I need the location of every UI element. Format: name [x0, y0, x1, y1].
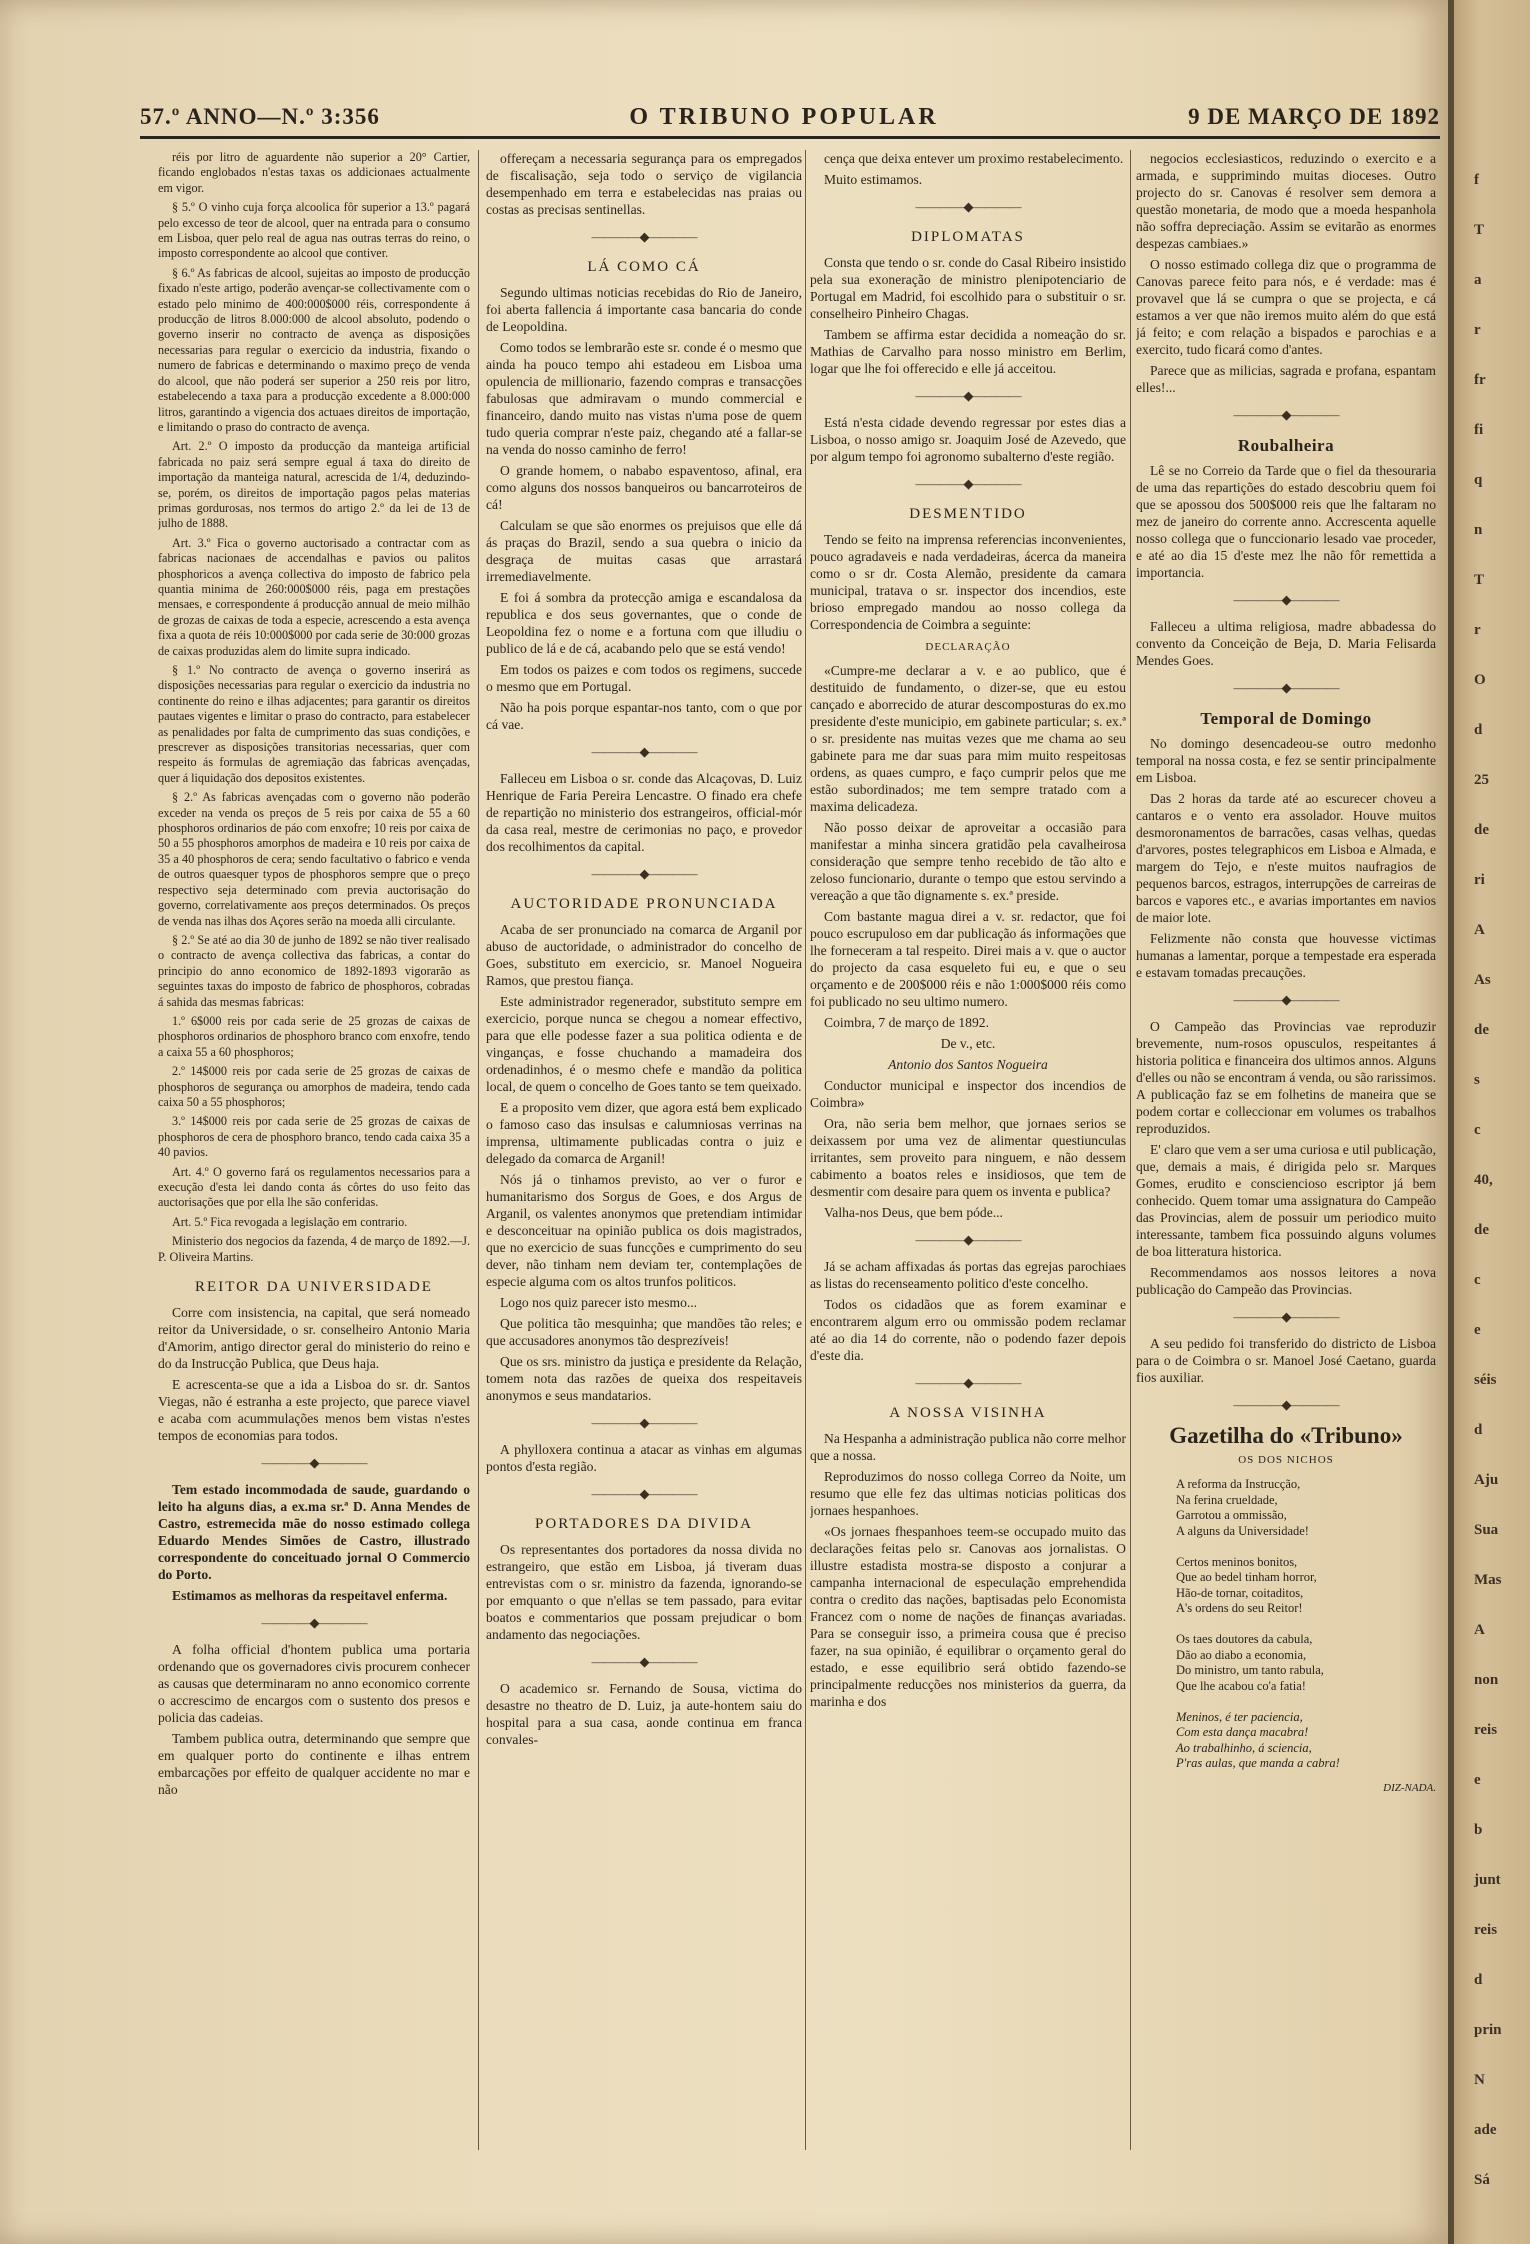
- edge-text-fragment: de: [1474, 1022, 1489, 1038]
- separator: [1136, 991, 1436, 1008]
- column-2: [486, 150, 802, 2210]
- separator: [158, 1614, 470, 1631]
- paragraph: § 6.º As fabricas de alcool, sujeitas ao imposto de producção fixado n'este artigo, poderão avençar-se collectivamente com o estado pelo minimo de 400:000$000 réis, correspondente á producção de litros 8.000:000 de alcool absoluto, podendo o governo inserir no contracto de avença as disposições necessarias para regular o exercicio da industria, fixando o numero de fabricas e determinando o maximo preço de venda do alcool, que não poderá ser superior a 250 reis por litro, estabelecendo a taxa para a producção excedente a 8.000:000 litros, garantindo a vigencia dos actuaes direitos de importação, e limitando o praso do contracto de avença.: [158, 265, 470, 434]
- article-heading: REITOR DA UNIVERSIDADE: [195, 1279, 433, 1296]
- edge-text-fragment: s: [1474, 1072, 1480, 1088]
- poem-line: Meninos, é ter paciencia,: [1176, 1709, 1303, 1724]
- paragraph: Que politica tão mesquinha; que mandões tão reles; e que accusadores anonymos tão desprezíveis!: [486, 1316, 802, 1348]
- edge-text-fragment: As: [1474, 972, 1491, 988]
- edge-text-fragment: 25: [1474, 772, 1489, 788]
- poem-line: P'ras aulas, que manda a cabra!: [1176, 1756, 1340, 1770]
- edge-text-fragment: f: [1474, 172, 1479, 188]
- separator: [810, 1374, 1126, 1391]
- edge-text-fragment: de: [1474, 1222, 1489, 1238]
- poem-line: Dão ao diabo a economia,: [1176, 1647, 1307, 1662]
- paragraph: Falleceu a ultima religiosa, madre abbadessa do convento da Conceição de Beja, D. Maria Felisarda Mendes Goes.: [1136, 619, 1436, 668]
- paragraph: Tambem publica outra, determinando que sempre que em qualquer porto do continente e ilhas entrem embarcações por effeito de qualquer accidente no mar e não: [158, 1731, 470, 1798]
- paragraph: Consta que tendo o sr. conde do Casal Ribeiro insistido pela sua exoneração de ministro plenipotenciario de Portugal em Madrid, foi escolhido para o substituir o sr. conselheiro Pinheiro Chagas.: [810, 255, 1126, 321]
- article-heading: Roubalheira: [1237, 436, 1335, 455]
- poem-line: [1176, 1694, 1436, 1710]
- edge-text-fragment: T: [1474, 222, 1485, 238]
- paragraph: Conductor municipal e inspector dos incendios de Coimbra»: [810, 1078, 1126, 1110]
- separator: [486, 743, 802, 760]
- edge-text-fragment: 40,: [1474, 1172, 1493, 1188]
- paragraph: Lê se no Correio da Tarde que o fiel da thesouraria de uma das repartições do estado descobriu quem foi que se apossou dos 500$000 reis que lhe faltaram no mez de janeiro do corrente anno. Accrescenta aquelle nosso collega que o funccionario lesado vae proceder, e até ao dia 15 d'este mez lhe não fôr remettida a importancia.: [1136, 463, 1436, 580]
- separator: [1136, 679, 1436, 696]
- column-rule: [478, 150, 479, 2150]
- separator: [1136, 591, 1436, 608]
- edge-text-fragment: b: [1474, 1822, 1483, 1838]
- separator: [810, 1231, 1126, 1248]
- edge-text-fragment: A: [1474, 1622, 1485, 1638]
- poem-line: [1176, 1617, 1436, 1633]
- binding-spine: [1448, 0, 1454, 2244]
- poem: [1136, 1477, 1436, 1772]
- paragraph: O academico sr. Fernando de Sousa, victima do desastre no theatro de D. Luiz, ja aute-hontem saiu do hospital para a sua casa, aonde continua em franca convales-: [486, 1681, 802, 1747]
- column-3: [810, 150, 1126, 2210]
- signature: DIZ-NADA.: [1383, 1781, 1436, 1794]
- paragraph: Segundo ultimas noticias recebidas do Rio de Janeiro, foi aberta fallencia á importante casa bancaria do conde de Leopoldina.: [486, 285, 802, 334]
- poem-line: Garrotou a ommissão,: [1176, 1508, 1287, 1522]
- edge-text-fragment: séis: [1474, 1372, 1497, 1388]
- paragraph: E acrescenta-se que a ida a Lisboa do sr. dr. Santos Viegas, não é estranha a este projecto, que parece viavel e acaba com acummulações menos bem vistas n'estes tempos de economias para todos.: [158, 1377, 470, 1444]
- poem-line: Hão-de tornar, coitaditos,: [1176, 1585, 1304, 1600]
- separator: [810, 475, 1126, 492]
- separator: [158, 1454, 470, 1471]
- paragraph: «Os jornaes fhespanhoes teem-se occupado muito das declarações feitas pelo sr. Canovas aos jornalistas. O illustre estadista mostra-se disposto a conjurar a campanha internacional de especulação emprehendida contra o credito das nações, baptisadas pelo Economista Francez com o nome de nações de finanças avariadas. Para se conseguir isso, a primeira cousa que é preciso fazer, na sua opinião, é equilibrar o orçamento geral do estado, e esse equilibrio será obtido fazendo-se principalmente reducções nos ministerios da guerra, da marinha e dos: [810, 1524, 1126, 1709]
- paragraph: Não ha pois porque espantar-nos tanto, com o que por cá vae.: [486, 700, 802, 732]
- poem-line: Que lhe acabou co'a fatia!: [1176, 1678, 1306, 1693]
- edge-text-fragment: Aju: [1474, 1472, 1499, 1488]
- paragraph: «Cumpre-me declarar a v. e ao publico, que é destituido de fundamento, o dizer-se, que eu estou cançado e aborrecido de aturar descomposturas do ex.mo presidente d'este municipio, em gabinete particular; s. ex.ª o sr. presidente nas muitas vezes que me chama ao seu gabinete para me dar suas para mim muito respeitosas ordens, as quaes cumpro, e faço cumprir pelos que me estão subordinados; me tem sempre tratado com a maxima delicadeza.: [810, 663, 1126, 814]
- paragraph: Muito estimamos.: [824, 172, 923, 187]
- column-1: [158, 150, 470, 2210]
- paragraph: Art. 5.º Fica revogada a legislação em contrario.: [172, 1214, 408, 1229]
- paragraph: offereçam a necessaria segurança para os empregados de fiscalisação, seja todo o serviço de vigilancia desempenhado em terra e estabelecidas nas praias ou costas as precisas sentinellas.: [486, 151, 802, 217]
- edge-text-fragment: junt: [1474, 1872, 1501, 1888]
- article-heading: AUCTORIDADE PRONUNCIADA: [510, 896, 778, 912]
- paragraph: Recommendamos aos nossos leitores a nova publicação do Campeão das Provincias.: [1136, 1265, 1436, 1297]
- edge-text-fragment: d: [1474, 1972, 1483, 1988]
- paragraph: Falleceu em Lisboa o sr. conde das Alcaçovas, D. Luiz Henrique de Faria Pereira Lencastre. O finado era chefe de repartição no ministerio dos estrangeiros, official-mór da casa real, mestre de cerimonias no paço, e provedor dos recolhimentos da capital.: [486, 771, 802, 854]
- poem-line: A's ordens do seu Reitor!: [1176, 1601, 1303, 1615]
- paragraph: O nosso estimado collega diz que o programma de Canovas parece feito para nós, e é verdade: mas é provavel que lá se cumpra o que se projecta, e cá estamos a ver que não iremos muito além do que está já feito; e com relação a bispados e parochias e a exercito, tudo ficará como d'antes.: [1136, 257, 1436, 357]
- edge-text-fragment: fr: [1474, 372, 1486, 388]
- separator: [486, 1653, 802, 1670]
- paragraph: A phylloxera continua a atacar as vinhas em algumas pontos d'esta região.: [486, 1442, 802, 1474]
- poem-line: Os taes doutores da cabula,: [1176, 1632, 1313, 1646]
- article-heading: Temporal de Domingo: [1200, 709, 1372, 728]
- adjacent-page-edge: [1448, 0, 1530, 2244]
- edge-text-fragment: reis: [1474, 1722, 1498, 1738]
- issue-date: 9 DE MARÇO DE 1892: [1188, 104, 1440, 129]
- edge-text-fragment: e: [1474, 1322, 1481, 1338]
- paragraph: De v., etc.: [940, 1036, 996, 1051]
- issue-number: 57.º ANNO—N.º 3:356: [140, 104, 380, 129]
- poem-line: Com esta dança macabra!: [1176, 1725, 1309, 1739]
- paragraph: Não posso deixar de aproveitar a occasião para manifestar a minha sincera gratidão pela cavalheirosa consideração que sempre tenho recebido de tão alto e zeloso funcionario, durante o tempo que estou servindo a vereação a que tão dignamente s. ex.ª preside.: [810, 820, 1126, 903]
- separator: [486, 1414, 802, 1431]
- paragraph: Na Hespanha a administração publica não corre melhor que a nossa.: [810, 1431, 1126, 1463]
- separator: [1136, 406, 1436, 423]
- paragraph: Das 2 horas da tarde até ao escurecer choveu a cantaros e o vento era assolador. Houve muitos desmoronamentos de barracões, casas velhas, quedas d'arvores, postes telegraphicos em Lisboa e Almada, e margem do Tejo, e n'este muitos naufragios de pequenos barcos, estragos, interrupções de carreiras de barcos e vapores etc., e avarias importantes em navios de maior lote.: [1136, 791, 1436, 925]
- paragraph: negocios ecclesiasticos, reduzindo o exercito e a armada, e supprimindo muitas dioceses. Outro projecto do sr. Canovas é resolver sem demora a questão monetaria, de modo que a moeda hespanhola não soffra depreciação. Assim se evitarão as enormes despezas cambiaes.»: [1136, 151, 1436, 251]
- paragraph: Parece que as milicias, sagrada e profana, espantam elles!...: [1136, 363, 1436, 395]
- edge-text-fragment: n: [1474, 522, 1483, 538]
- article-heading: LÁ COMO CÁ: [587, 259, 701, 275]
- paragraph: cença que deixa entever um proximo restabelecimento.: [824, 151, 1124, 166]
- paragraph: O grande homem, o nababo espaventoso, afinal, era como alguns dos nossos banqueiros ou bancarroteiros de cá!: [486, 463, 802, 512]
- edge-text-fragment: d: [1474, 722, 1483, 738]
- edge-text-fragment: d: [1474, 1422, 1483, 1438]
- edge-text-fragment: e: [1474, 1772, 1481, 1788]
- column-4: [1136, 150, 1436, 2210]
- paragraph: Reproduzimos do nosso collega Correo da Noite, um resumo que elle fez das ultimas noticias politicas dos jornaes hespanhoes.: [810, 1469, 1126, 1518]
- paragraph: Estimamos as melhoras da respeitavel enferma.: [172, 1588, 448, 1604]
- subheading: OS DOS NICHOS: [1238, 1454, 1334, 1466]
- edge-text-fragment: de: [1474, 822, 1489, 838]
- poem-line: Certos meninos bonitos,: [1176, 1554, 1298, 1569]
- edge-text-fragment: r: [1474, 322, 1481, 338]
- paragraph: Ora, não seria bem melhor, que jornaes serios se deixassem por uma vez de alimentar questiunculas irritantes, sem proveito para ninguem, e não dessem cabimento a boatos reles e insidiosos, que tem de desmentir com desaire para quem os inventa e publica?: [810, 1116, 1126, 1199]
- paragraph: 3.º 14$000 reis por cada serie de 25 grozas de caixas de phosphoros de cera de phosphoro branco, tendo cada caixa 35 a 40 pavios.: [158, 1114, 470, 1160]
- article-heading: Gazetilha do «Tribuno»: [1169, 1423, 1403, 1448]
- separator: [486, 228, 802, 245]
- article-heading: DESMENTIDO: [909, 506, 1027, 522]
- subheading: DECLARAÇÃO: [925, 641, 1011, 653]
- separator: [810, 198, 1126, 215]
- paragraph: Todos os cidadãos que as forem examinar e encontrarem algum erro ou ommissão podem reclamar até ao dia 14 do corrente, não o podendo fazer depois d'este dia.: [810, 1297, 1126, 1363]
- paragraph: Art. 4.º O governo fará os regulamentos necessarios para a execução d'esta lei dando conta ás côrtes do uso feito das auctorisações que por ella lhe são conferidas.: [158, 1164, 470, 1210]
- edge-text-fragment: c: [1474, 1272, 1481, 1288]
- paragraph: E a proposito vem dizer, que agora está bem explicado o famoso caso das insulsas e calumniosas verrinas na imprensa, ultimamente publicadas contra o juiz e delegado da comarca de Arganil!: [486, 1100, 802, 1166]
- paragraph: Logo nos quiz parecer isto mesmo...: [500, 1295, 698, 1310]
- paragraph: Art. 2.º O imposto da producção da manteiga artificial fabricada no paiz será sempre egual á taxa do direito de importação da manteiga natural, acrescida de 1/4, deduzindo-se, porém, os direitos de importação pagos pelas materias primas gordurosas, nos termos do artigo 2.º da lei de 13 de julho de 1888.: [158, 439, 470, 531]
- paragraph: Já se acham affixadas ás portas das egrejas parochiaes as listas do recenseamento politico d'este concelho.: [810, 1259, 1126, 1291]
- paragraph: A seu pedido foi transferido do districto de Lisboa para o de Coimbra o sr. Manoel José Caetano, guarda fios auxiliar.: [1136, 1336, 1436, 1385]
- paragraph: Os representantes dos portadores da nossa divida no estrangeiro, que estão em Lisboa, já tiveram duas entrevistas com o sr. ministro da fazenda, ignorando-se por emquanto o que n'ellas se tem passado, para evitar boatos e commentarios que possam prejudicar o bom andamento das negociações.: [486, 1542, 802, 1642]
- paragraph: Em todos os paizes e com todos os regimens, succede o mesmo que em Portugal.: [486, 662, 802, 694]
- paragraph: Ministerio dos negocios da fazenda, 4 de março de 1892.—J. P. Oliveira Martins.: [158, 1234, 470, 1264]
- article-heading: DIPLOMATAS: [911, 229, 1025, 245]
- separator: [486, 865, 802, 882]
- paragraph: Tambem se affirma estar decidida a nomeação do sr. Mathias de Carvalho para nosso ministro em Berlim, logar que lhe foi offerecido e elle já acceitou.: [810, 327, 1126, 376]
- poem-line: A reforma da Instrucção,: [1176, 1477, 1301, 1491]
- edge-text-fragment: ade: [1474, 2122, 1497, 2138]
- paragraph: Valha-nos Deus, que bem póde...: [824, 1205, 1003, 1220]
- paragraph: Com bastante magua direi a v. sr. redactor, que foi pouco escrupuloso em dar publicação ás informações que lhe forneceram a tal respeito. Direi mais a v. que o auctor do projecto da casa esqueleto fui eu, e que o seu orçamento e de 200$000 réis e não 1:000$000 réis como foi publicado no seu ultimo numero.: [810, 909, 1126, 1009]
- edge-text-fragment: non: [1474, 1672, 1499, 1688]
- edge-text-fragment: a: [1474, 272, 1482, 288]
- article-heading: A NOSSA VISINHA: [889, 1405, 1047, 1421]
- edge-text-fragment: Sua: [1474, 1522, 1499, 1538]
- column-rule: [1130, 150, 1131, 2150]
- paragraph: § 5.º O vinho cuja força alcoolica fôr superior a 13.º pagará pelo excesso de teor de alcool, quer na entrada para o consumo em Lisboa, quer pelo real de agua nas outras terras do reino, o imposto correspondente ao alcool que contiver.: [158, 200, 470, 261]
- poem-line: Que ao bedel tinham horror,: [1176, 1570, 1317, 1584]
- paragraph: § 1.º No contracto de avença o governo inserirá as disposições necessarias para regular o exercicio da industria no continente do reino e ilhas adjacentes; para garantir os direitos pautaes vigentes e limitar o praso do contracto, para estabelecer as penalidades por falta de cumprimento das suas condições, e prescrever as disposições transitorias necessarias, quer com respeito ás formulas de agremiação das fabricas avençadas, quer á liquidação dos depositos existentes.: [158, 663, 470, 785]
- paragraph: § 2.º As fabricas avençadas com o governo não poderão exceder na venda os preços de 5 reis por caixa de 55 a 60 phosphoros ordinarios de páo com enxofre; 10 reis por caixa de 50 a 55 phosphoros amorphos de madeira e 10 reis por caixa de 35 a 40 phosphoros de cera; sendo facultativo o fabrico e venda de outros quaesquer typos de phosphoros sempre que o preço respectivo seja determinado com previa auctorisação do governo, correlativamente aos preços determinados. Os preços de venda nas ilhas dos Açores serão na moeda alli circulante.: [158, 790, 470, 928]
- paragraph: Corre com insistencia, na capital, que será nomeado reitor da Universidade, o sr. conselheiro Antonio Maria d'Amorim, antigo director geral do ministerio do reino e do da Instrucção Publica, que Deus haja.: [158, 1305, 470, 1372]
- edge-text-fragment: c: [1474, 1122, 1481, 1138]
- edge-text-fragment: T: [1474, 572, 1485, 588]
- edge-text-fragment: prin: [1474, 2022, 1502, 2038]
- paragraph: Calculam se que são enormes os prejuisos que elle dá ás praças do Brazil, sendo a sua quebra o inicio da desgraça de muitas casas que arrastará irremediavelmente.: [486, 518, 802, 584]
- paragraph: Este administrador regenerador, substituto sempre em exercicio, porque nunca se chegou a nomear effectivo, para que elle podesse fazer a sua politica odienta e de vinganças, e fosse chuchando a mamadeira dos ordenadinhos, é o mesmo chefe e mandão da politica local, de quem o concelho de Goes tanto se tem queixado.: [486, 994, 802, 1094]
- newspaper-title: O TRIBUNO POPULAR: [629, 103, 939, 130]
- paragraph: E' claro que vem a ser uma curiosa e util publicação, que, demais a mais, é dirigida pelo sr. Marques Gomes, erudito e consciencioso escriptor já bem conhecido. Quem tomar uma assignatura do Campeão das Provincias, alem de possuir um periodico muito interessante, tambem fica possuindo alguns volumes de boa litteratura historica.: [1136, 1142, 1436, 1259]
- edge-text-fragment: ri: [1474, 872, 1485, 888]
- paragraph: Art. 3.º Fica o governo auctorisado a contractar com as fabricas nacionaes de accendalhas e pavios ou palitos phosphoricos a avença collectiva do imposto de fabrico pela quantia minima de 260:000$000 réis, paga em prestações mensaes, e correspondente á producção annual de meio milhão de grozas de caixas de toda a especie, acrescendo a esta avença fixa a quota de réis 10:000$000 por cada serie de 30:000 grozas de caixas produzidas alem do limite supra indicado.: [158, 535, 470, 658]
- paragraph: réis por litro de aguardente não superior a 20° Cartier, ficando englobados n'estas taxas os addicionaes actualmente em vigor.: [158, 150, 470, 195]
- poem-line: Ao trabalhinho, á sciencia,: [1176, 1740, 1312, 1755]
- masthead: [140, 98, 1440, 139]
- edge-text-fragment: reis: [1474, 1922, 1498, 1938]
- separator: [486, 1485, 802, 1502]
- poem-line: Do ministro, um tanto rabula,: [1176, 1663, 1324, 1677]
- paragraph: Tem estado incommodada de saude, guardando o leito ha alguns dias, a ex.ma sr.ª D. Anna Mendes de Castro, estremecida mãe do nosso estimado collega Eduardo Mendes Simões de Castro, illustrado correspondente do conceituado jornal O Commercio do Porto.: [158, 1482, 470, 1583]
- edge-text-fragment: Mas: [1474, 1572, 1502, 1588]
- article-heading: PORTADORES DA DIVIDA: [535, 1516, 753, 1532]
- paragraph: Acaba de ser pronunciado na comarca de Arganil por abuso de auctoridade, o administrador do concelho de Goes, substituto em exercicio, sr. Manoel Nogueira Ramos, que prestou fiança.: [486, 922, 802, 988]
- column-rule: [805, 150, 806, 2150]
- edge-text-fragment: q: [1474, 472, 1483, 488]
- paragraph: O Campeão das Provincias vae reproduzir brevemente, num-rosos opusculos, respeitantes á historia politica e financeira dos ultimos annos. Alguns d'elles ou não se encontram á venda, ou são rarissimos. A publicação faz se em folhetins de maneira que se podem cortar e colleccionar em volumes os trabalhos reproduzidos.: [1136, 1019, 1436, 1136]
- paragraph: E foi á sombra da protecção amiga e escandalosa da republica e dos seus governantes, que o conde de Leopoldina fez o nome e a fortuna com que illudiu o publico de lá e de cá, acabando pelo que se está vendo!: [486, 590, 802, 656]
- poem-line: A alguns da Universidade!: [1176, 1523, 1309, 1538]
- separator: [1136, 1308, 1436, 1325]
- paragraph: A folha official d'hontem publica uma portaria ordenando que os governadores civis procurem conhecer as causas que determinaram no anno economico corrente o accrescimo de encargos com o sustento dos presos e policia das cadeias.: [158, 1642, 470, 1726]
- poem-line: [1176, 1539, 1436, 1555]
- paragraph: § 2.º Se até ao dia 30 de junho de 1892 se não tiver realisado o contracto de avença collectiva das fabricas, a contar do principio do anno economico de 1892-1893 vigorarão as seguintes taxas do imposto de fabrico de phosphoros, cobradas á sahida das mesmas fabricas:: [158, 932, 470, 1009]
- edge-text-fragment: fi: [1474, 422, 1484, 438]
- paragraph: Como todos se lembrarão este sr. conde é o mesmo que ainda ha pouco tempo ahi estadeou em Lisboa uma opulencia de millionario, fazendo compras e transacções fabulosas que admiravam o mundo commercial e financeiro, dando muito nas vistas n'uma pose de quem tudo queria comprar n'este paiz, chegando até a fallar-se na venda do nosso caminho de ferro!: [486, 340, 802, 457]
- paragraph: Está n'esta cidade devendo regressar por estes dias a Lisboa, o nosso amigo sr. Joaquim José de Azevedo, que por algum tempo foi agronomo subalterno d'este região.: [810, 415, 1126, 464]
- paragraph: No domingo desencadeou-se outro medonho temporal na nossa costa, e fez se sentir principalmente em Lisboa.: [1136, 736, 1436, 785]
- paragraph: Tendo se feito na imprensa referencias inconvenientes, pouco agradaveis e nada verdadeiras, ácerca da maneira como o sr dr. Costa Alemão, presidente da camara municipal, tratava o sr. inspector dos incendios, este brioso empregado mandou ao nosso collega da Correspondencia de Coimbra a seguinte:: [810, 532, 1126, 632]
- paragraph: Nós já o tinhamos previsto, ao ver o furor e humanitarismo dos Sorgus de Goes, e dos Argus de Arganil, os valentes anonymos que pretendiam intimidar e desconceituar na opinião publica os dois magistrados, que no exercicio de suas funcções e cumprimento do seu dever, não tinham nem deviam ter, contemplações de especie alguma com os altos trunfos politicos.: [486, 1172, 802, 1289]
- paragraph: 1.º 6$000 reis por cada serie de 25 grozas de caixas de phosphoros ordinarios de phosphoro branco com enxofre, tendo a caixa 55 a 60 phosphoros;: [158, 1013, 470, 1059]
- poem-line: Na ferina crueldade,: [1176, 1492, 1278, 1507]
- paragraph: 2.º 14$000 reis por cada serie de 25 grozas de caixas de phosphoros de segurança ou amorphos de madeira, tendo cada caixa 50 a 55 phosphoros;: [158, 1064, 470, 1109]
- edge-text-fragment: N: [1474, 2072, 1485, 2088]
- separator: [810, 387, 1126, 404]
- edge-text-fragment: Sá: [1474, 2172, 1490, 2188]
- paragraph: Coimbra, 7 de março de 1892.: [824, 1015, 989, 1030]
- edge-text-fragment: A: [1474, 922, 1485, 938]
- signature: Antonio dos Santos Nogueira: [888, 1057, 1048, 1072]
- paragraph: Que os srs. ministro da justiça e presidente da Relação, tomem nota das razões de queixa dos respeitaveis anonymos e seus mandatarios.: [486, 1354, 802, 1403]
- edge-text-fragment: r: [1474, 622, 1481, 638]
- paragraph: Felizmente não consta que houvesse victimas humanas a lamentar, porque a tempestade era esperada e estavam tomadas precauções.: [1136, 931, 1436, 980]
- separator: [1136, 1396, 1436, 1413]
- edge-text-fragment: O: [1474, 672, 1486, 688]
